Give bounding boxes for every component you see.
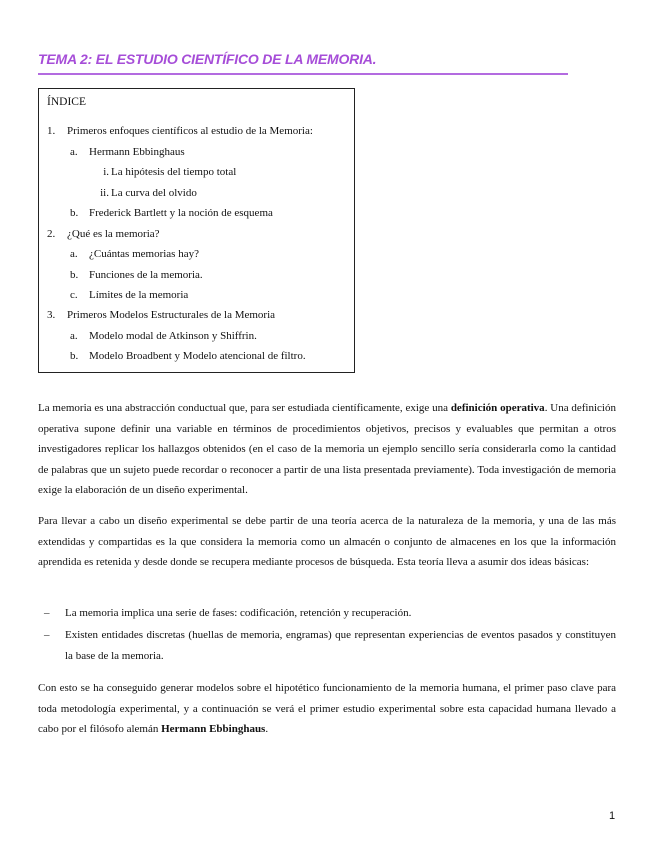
toc-heading: ÍNDICE <box>47 96 86 108</box>
toc-item-3b <box>70 350 306 362</box>
toc-marker: 2. <box>47 228 56 240</box>
toc-item-2b <box>70 269 203 281</box>
bullet-dash: – <box>44 607 50 619</box>
toc-marker: 1. <box>47 125 56 137</box>
toc-item-3 <box>47 309 275 321</box>
paragraph-3-text: Con esto se ha conseguido generar modelos sobre el hipotético funcionamiento de la memoria humana, el primer paso clave para toda metodología experimental, y a continuación se verá el primer estudio experimental sobre esta capacidad humana llevado a cabo por el filósofo alemán <box>38 682 616 736</box>
toc-text: Hermann Ebbinghaus <box>89 146 185 158</box>
paragraph-3 <box>38 678 616 740</box>
title-underline <box>38 73 568 75</box>
toc-marker: ii. <box>100 187 109 199</box>
paragraph-2: Para llevar a cabo un diseño experimental se debe partir de una teoría acerca de la naturaleza de la memoria, y una de las más extendidas y compartidas es la que considera la memoria como un almacén o conjunto de almacenes en los que la información aprendida es retenida y desde donde se recupera mediante procesos de búsqueda. Esta teoría lleva a asumir dos ideas básicas: <box>38 515 616 569</box>
paragraph-1-text-cont: . Una definición operativa supone definir una variable en términos de procedimientos objetivos, precisos y evaluables que permitan a otros investigadores replicar los hallazgos obtenidos (en el caso de la memoria un ejemplo sencillo sería considerarla como la cantidad de palabras que un sujeto puede recordar o reconocer a partir de una lista presentada previamente). Toda investigación de memoria exige la elaboración de un diseño experimental. <box>38 402 616 497</box>
toc-text: Modelo modal de Atkinson y Shiffrin. <box>89 330 257 342</box>
toc-text: Modelo Broadbent y Modelo atencional de filtro. <box>89 350 306 362</box>
paragraph-1 <box>38 398 616 501</box>
toc-marker: a. <box>70 146 78 158</box>
toc-marker: i. <box>103 166 109 178</box>
bullet-dash: – <box>44 629 50 641</box>
page-number: 1 <box>609 810 616 822</box>
toc-item-2a <box>70 248 199 260</box>
toc-marker: a. <box>70 248 78 260</box>
toc-text: Primeros Modelos Estructurales de la Memoria <box>67 309 276 321</box>
toc-text: La hipótesis del tiempo total <box>111 166 237 178</box>
table-of-contents <box>38 88 355 373</box>
toc-marker: c. <box>70 289 78 301</box>
paragraph-3-text-end: . <box>265 723 269 736</box>
toc-text: Funciones de la memoria. <box>89 269 203 281</box>
toc-marker: b. <box>70 269 79 281</box>
toc-marker: 3. <box>47 309 56 321</box>
toc-item-2c <box>70 289 188 301</box>
toc-marker: b. <box>70 207 79 219</box>
toc-text: Límites de la memoria <box>89 289 189 301</box>
toc-item-1 <box>47 125 313 137</box>
toc-item-1a-i <box>89 166 236 178</box>
toc-item-3a <box>70 330 257 342</box>
toc-text: La curva del olvido <box>111 187 197 199</box>
toc-item-1a-ii <box>89 187 197 199</box>
toc-item-1a <box>70 146 185 158</box>
toc-text: Frederick Bartlett y la noción de esquema <box>89 207 273 219</box>
document-title: TEMA 2: EL ESTUDIO CIENTÍFICO DE LA MEMORIA. <box>38 51 377 67</box>
toc-text: ¿Cuántas memorias hay? <box>89 248 199 260</box>
toc-item-2 <box>47 228 160 240</box>
toc-marker: b. <box>70 350 79 362</box>
bullet-text: Existen entidades discretas (huellas de memoria, engramas) que representan experiencias de eventos pasados y constituyen la base de la memoria. <box>65 629 616 662</box>
toc-text: Primeros enfoques científicos al estudio de la Memoria: <box>67 125 313 137</box>
paragraph-1-bold-term: definición operativa <box>450 402 545 414</box>
toc-text: ¿Qué es la memoria? <box>67 228 160 240</box>
bullet-text: La memoria implica una serie de fases: codificación, retención y recuperación. <box>65 607 412 619</box>
toc-marker: a. <box>70 330 78 342</box>
paragraph-1-text: La memoria es una abstracción conductual que, para ser estudiada científicamente, exige una <box>38 402 451 414</box>
toc-item-1b <box>70 207 273 219</box>
paragraph-3-bold-name: Hermann Ebbinghaus <box>161 723 266 736</box>
